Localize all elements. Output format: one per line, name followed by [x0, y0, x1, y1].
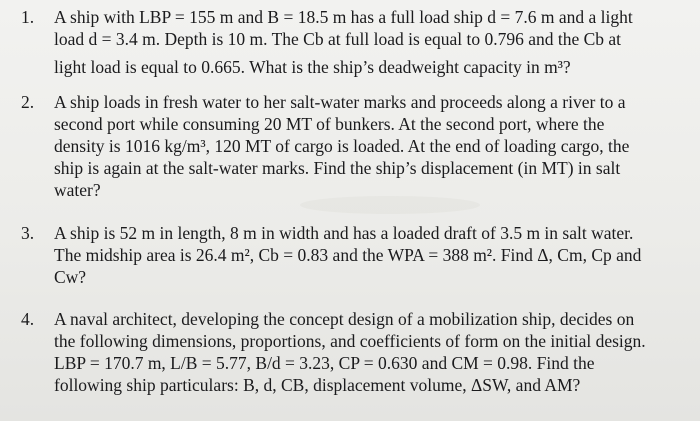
text-line: The midship area is 26.4 m², Cb = 0.83 and the WPA = 388 m². Find Δ, Cm, Cp and [54, 245, 642, 265]
text-line: load d = 3.4 m. Depth is 10 m. The Cb at full load is equal to 0.796 and the Cb at [54, 29, 622, 49]
text-line: Cw? [54, 267, 87, 287]
text-line: the following dimensions, proportions, and coefficients of form on the initial design. [54, 331, 646, 351]
text-line: second port while consuming 20 MT of bunkers. At the second port, where the [54, 114, 605, 134]
text-line: A naval architect, developing the concept design of a mobilization ship, decides on [54, 309, 635, 329]
problem-text [54, 6, 692, 78]
text-line: A ship is 52 m in length, 8 m in width and has a loaded draft of 3.5 m in salt water. [54, 223, 634, 243]
problem-4 [21, 308, 692, 396]
problem-text [54, 308, 692, 396]
problem-number: 4. [21, 309, 35, 329]
problem-3 [21, 222, 692, 288]
text-line: LBP = 170.7 m, L/B = 5.77, B/d = 3.23, CP = 0.630 and CM = 0.98. Find the [54, 353, 595, 373]
text-line: ship is again at the salt-water marks. Find the ship’s displacement (in MT) in salt [54, 158, 621, 178]
text-line: A ship loads in fresh water to her salt-water marks and proceeds along a river to a [54, 92, 626, 112]
problem-number: 2. [21, 92, 35, 112]
problem-number: 3. [21, 223, 35, 243]
problem-number: 1. [21, 7, 35, 27]
text-line: light load is equal to 0.665. What is the ship’s deadweight capacity in m³? [54, 57, 571, 77]
problem-text [54, 222, 692, 288]
problem-1 [21, 6, 692, 78]
problem-text [54, 91, 692, 201]
text-line: water? [54, 180, 101, 200]
text-line: A ship with LBP = 155 m and B = 18.5 m has a full load ship d = 7.6 m and a light [54, 7, 633, 27]
text-line: density is 1016 kg/m³, 120 MT of cargo is loaded. At the end of loading cargo, the [54, 136, 630, 156]
text-line: following ship particulars: B, d, CB, displacement volume, ΔSW, and AM? [54, 375, 581, 395]
problem-2 [21, 91, 692, 201]
